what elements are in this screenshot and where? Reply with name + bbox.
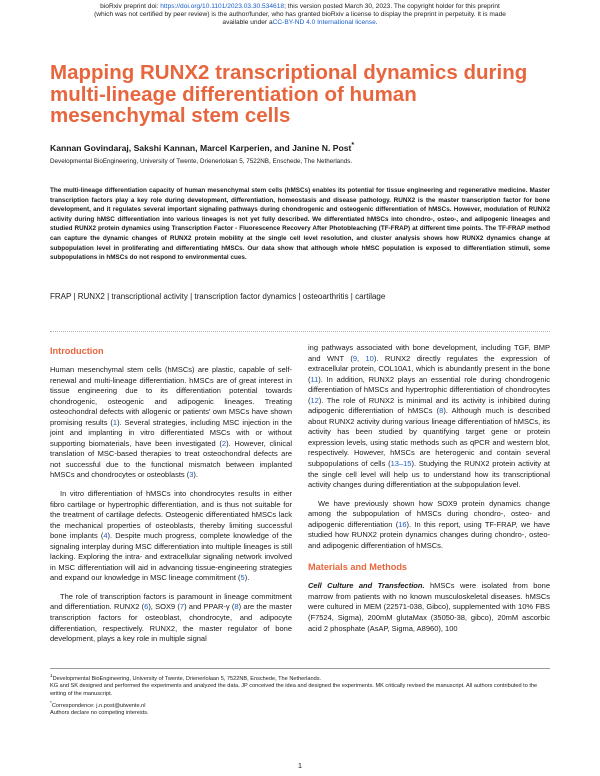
intro-paragraph-3-continued [308, 343, 550, 491]
text-run: In vitro differentiation of hMSCs into chondrocytes results in either fibro cartilage or hypertrophic differentiation, and is thus not suitable for the treatment of cartilage defects. Osteogenic differentiated hMSCs lack the mechanical properties of osteoblasts, thereby limiting successful bone implants ( [50, 489, 292, 541]
citation-link[interactable]: 1 [112, 417, 118, 427]
keyword-separator: | [296, 292, 303, 301]
text-run: ). However, clinical translation of MSC-based therapies to treat osteochondral defects are not successful due to the functional mismatch between implanted hMSCs and chondrocytes or osteoblasts ( [50, 438, 292, 480]
banner-line2: (which was not certified by peer review) is the author/funder, who has granted bioRxiv a license to display the preprint in perpetuity. It is made [94, 11, 506, 19]
keyword-3: transcriptional activity [111, 292, 188, 301]
footnote-affiliation [50, 672, 550, 683]
citation-link[interactable]: 4 [103, 531, 108, 541]
abstract: The multi-lineage differentiation capacity of human mesenchymal stem cells (hMSCs) enables its potential for tissue engineering and regenerative medicine. Master transcription factors play a key role during development, differentiation, homeostasis and disease pathology. RUNX2 is the master transcription factor for bone development, and it regulates several important signaling pathways during chondrogenic and osteogenic differentiation of hMSCs. However, modulation of RUNX2 activity during hMSC differentiation into various lineages is not yet fully described. We differentiated hMSCs into chondro-, osteo-, and adipogenic lineages and studied RUNX2 protein dynamics using Transcription Factor - Fluorescence Recovery After Photobleaching (TF-FRAP) at different time points. The TF-FRAP method can capture the dynamic changes of RUNX2 protein mobility at the single cell level resolution, and cluster analysis shows how RUNX2 dynamics change at subpopulation level in proliferating and differentiating hMSCs. Our data show that although whole hMSC population is exposed to differentiation stimuli, some subpopulations in hMSCs do not respond to environmental cues. [50, 187, 550, 262]
keyword-list [50, 292, 550, 301]
footnotes [50, 672, 550, 718]
keyword-6: cartilage [355, 292, 386, 301]
text-run: ). Despite much progress, complete knowledge of the signaling interplay during MSC differentiation into multiple lineages is still lacking. Exploring the intra- and extracellular signaling network involved in MSC differentiation will aid in advancing tissue-engineering strategies and expand our knowledge in MSC lineage commitment ( [50, 531, 292, 583]
text-run: ). Studying the RUNX2 protein activity at the single cell level will help us to understand how its transcriptional activity changes during differentiation at the subpopulation level. [308, 459, 551, 490]
banner-line1-prefix: bioRxiv preprint doi: [100, 3, 161, 10]
text-run: ). In addition, RUNX2 plays an essential role during chondrogenic differentiation of hMSCs and hypertrophic differentiation of chondrocytes ( [308, 374, 550, 405]
citation-link[interactable]: 3 [189, 470, 194, 480]
text-run: The role of transcription factors is paramount in lineage commitment and differentiation. RUNX2 ( [50, 591, 292, 612]
footnote-competing-interests: Authors declare no competing interests. [50, 710, 149, 717]
keyword-separator: | [104, 292, 112, 301]
page-number: 1 [297, 761, 303, 770]
corresponding-marker: * [351, 141, 355, 149]
text-run: We have previously shown how SOX9 protein dynamics change among the subpopulation of hMSCs during chondro-, osteo- and adipogenic differentiation ( [308, 498, 550, 529]
intro-paragraph-3-start [50, 592, 292, 645]
keyword-4: transcription factor dynamics [194, 292, 297, 301]
methods-paragraph [308, 581, 550, 634]
keyword-2: RUNX2 [77, 292, 105, 301]
text-run: hMSCs were isolated from bone marrow from patients with no known musculoskeletal diseases. hMSCs were cultured in MEM (22571-038, Gibco), supplemented with 10% FBS (F7524, Sigma), 200mM glutaMax (35050-38, gibco), 20mM ascorbic acid 2 phosphate (AsAP, Sigma, A8960), 100 [308, 581, 550, 633]
text-run: ). Although much is described about RUNX2 activity during various lineage differentiation of hMSCs, its activity has been studied by quantifying target gene or protein expression levels, using static methods such as qPCR and western blot, respectively. However, hMSCs are heterogenic and contain several subpopulations of cells ( [308, 406, 550, 469]
text-run: ). RUNX2 directly regulates the expression of extracellular protein, COL10A1, which is abundantly present in the bone ( [308, 353, 550, 384]
citation-link[interactable]: 13–15 [390, 459, 412, 469]
intro-paragraph-1 [50, 365, 292, 481]
footnote-correspondence [50, 699, 550, 710]
keyword-5: osteoarthritis [302, 292, 349, 301]
text-run: ). [244, 573, 250, 583]
affiliation: Developmental BioEngineering, University of Twente, Drienerlolaan 5, 7522NB, Enschede, The Netherlands. [50, 158, 353, 165]
citation-link[interactable]: 16 [398, 519, 407, 529]
text-run: ) are the master transcription factors for osteoblast, chondrocyte, and adipocyte differentiation, respectively. RUNX2, the master regulator of bone development, plays a key role in multiple signal [50, 602, 293, 644]
introduction-heading: Introduction [50, 346, 104, 356]
citation-link[interactable]: 6 [144, 602, 149, 612]
author-list [50, 141, 354, 153]
banner-line3-prefix: available under a [222, 19, 273, 27]
text-run: Developmental BioEngineering, University of Twente, Drienerlolaan 5, 7522NB, Enschede, The Netherlands. [52, 675, 322, 682]
text-run: Human mesenchymal stem cells (hMSCs) are plastic, capable of self-renewal and multi-lineage differentiation. hMSCs are of great interest in tissue engineering due to its differentiation potential towards chondrogenic, osteogenic and adipogenic lineages. Treating osteochondral defects with allogenic or patients' own MSCs have shown promising results ( [50, 365, 292, 427]
text-run: ). [193, 470, 198, 480]
biorxiv-banner [90, 3, 510, 28]
right-column [308, 343, 550, 642]
methods-run-in-title: Cell Culture and Transfection. [308, 581, 425, 591]
banner-line1-suffix: ; this version posted March 30, 2023. The copyright holder for this preprint [284, 3, 500, 10]
footnote-divider [50, 668, 550, 669]
keyword-1: FRAP [50, 292, 72, 301]
citation-link[interactable]: 12 [310, 395, 319, 405]
banner-line3-suffix: . [375, 19, 378, 27]
intro-paragraph-2 [50, 489, 292, 584]
doi-link[interactable]: https://doi.org/10.1101/2023.03.30.534618 [160, 3, 285, 10]
text-run: ). The role of RUNX2 is minimal and its activity is inhibited during adipogenic differentiation of hMSCs ( [308, 395, 550, 416]
citation-link[interactable]: 11 [310, 374, 319, 384]
footnote-marker: 1 [50, 673, 53, 678]
text-run: Correspondence: [51, 702, 97, 709]
citation-link[interactable]: 5 [240, 573, 245, 583]
text-run: ), SOX9 ( [148, 602, 180, 612]
citation-link[interactable]: 8 [439, 406, 444, 416]
keyword-separator: | [348, 292, 356, 301]
citation-link[interactable]: 10 [365, 353, 374, 363]
citation-link[interactable]: 8 [234, 602, 239, 612]
text-run: ). Several strategies, including MSC injection in the joint and implanting in vitro differentiated MSCs with or without supporting biomaterials, have been investigated ( [50, 417, 292, 448]
methods-heading: Materials and Methods [308, 562, 408, 573]
text-run: ing pathways associated with bone development, including TGF, BMP and WNT ( [308, 343, 550, 363]
text-run: ) and PPAR-γ ( [184, 602, 235, 612]
text-run: , [356, 353, 366, 363]
section-divider [50, 331, 550, 332]
left-column [50, 345, 292, 645]
citation-link[interactable]: 9 [352, 353, 357, 363]
citation-link[interactable]: 7 [179, 602, 185, 612]
paper-title: Mapping RUNX2 transcriptional dynamics during multi-lineage differentiation of human mesenchymal stem cells [50, 61, 528, 127]
keyword-separator: | [71, 292, 78, 301]
footnote-contributions: KG and SK designed and performed the experiments and analyzed the data. JP conceived the idea and designed the experiments. MK critically revised the manuscript. All authors contributed to the writing of the manuscript. [50, 683, 538, 698]
authors-text: Kannan Govindaraj, Sakshi Kannan, Marcel Karperien, and Janine N. Post [50, 142, 352, 153]
text-run: ). In this report, using TF-FRAP, we have studied how RUNX2 protein dynamics changes during chondro-, osteo- and adipogenic differentiation of hMSCs. [308, 519, 550, 550]
email-address[interactable]: j.n.post@utwente.nl [96, 702, 146, 709]
intro-paragraph-4 [308, 499, 550, 552]
keyword-separator: | [187, 292, 195, 301]
citation-link[interactable]: 2 [221, 438, 227, 448]
license-link[interactable]: CC-BY-ND 4.0 International license [272, 19, 376, 27]
footnote-marker: * [50, 699, 52, 705]
